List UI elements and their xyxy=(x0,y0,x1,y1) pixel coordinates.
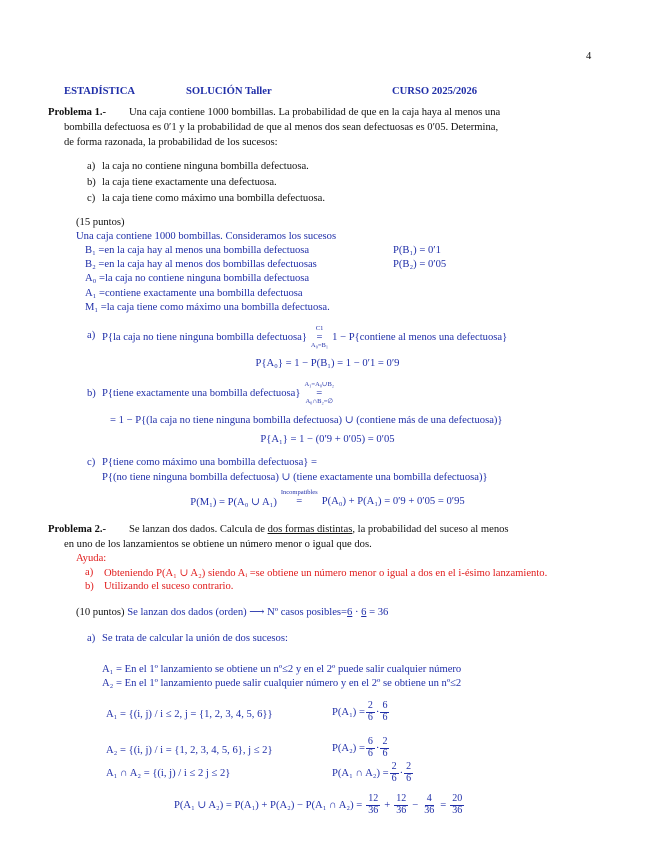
header-course: CURSO 2025/2026 xyxy=(392,86,478,97)
p1-part-c-line2: P{(no tiene ninguna bombilla defectuosa) ∪ (tiene exactamente una bombilla defectuosa)} xyxy=(102,472,488,483)
p1-part-a-line xyxy=(102,326,507,350)
cases-factor: 6 xyxy=(361,607,367,618)
problem1-item-marker: b) xyxy=(87,177,96,188)
event-b1-prob: P(B₁) = 0′1 xyxy=(393,245,441,256)
p1-part-a-result: P{A₀} = 1 − P(B₁) = 1 − 0′1 = 0′9 xyxy=(255,358,400,369)
problem2-statement-underlined: dos formas distintas xyxy=(267,524,353,535)
event-a0-def: A₀ =la caja no contiene ninguna bombilla defectuosa xyxy=(85,273,310,284)
set-a1: A₁ = {(i, j) / i ≤ 2, j = {1, 2, 3, 4, 5, 6}} xyxy=(106,709,273,720)
problem2-statement-b: , la probabilidad del suceso al menos xyxy=(352,524,509,535)
prob-a1-and-a2-label: P(A₁ ∩ A₂) = xyxy=(332,767,389,779)
p1-part-a-right: 1 − P{contiene al menos una defectuosa} xyxy=(332,332,508,344)
problem2-intro-line xyxy=(76,606,388,618)
event-a1-description: A₁ = En el 1º lanzamiento se obtiene un nº≤2 y en el 2º puede salir cualquier número xyxy=(102,664,462,675)
cases-text: Se lanzan dos dados (orden) ⟶ Nº casos posibles= xyxy=(127,607,348,618)
eq-annotation-top: A₁=A₀∪B₂ xyxy=(304,381,335,388)
header-solution: SOLUCIÓN Taller xyxy=(186,86,272,97)
eq-annotation-bottom: A₀∩B₂=∅ xyxy=(305,398,334,406)
help-item-b: Utilizando el suceso contrario. xyxy=(104,581,234,592)
problem1-statement-line2: bombilla defectuosa es 0′1 y la probabilidad de que al menos dos sean defectuosas es 0′05. Determina, xyxy=(64,122,499,133)
cases-dot: · xyxy=(352,607,362,618)
p1-part-c-line1: P{tiene como máximo una bombilla defectuosa} = xyxy=(102,457,318,468)
eq-annotation: A₁=A₀∪B₂ = A₀∩B₂=∅ xyxy=(304,381,335,406)
union-formula: P(A₁ ∪ A₂) = P(A₁) + P(A₂) − P(A₁ ∩ A₂) = xyxy=(174,800,363,811)
header-subject: ESTADÍSTICA xyxy=(64,86,136,97)
dot: · xyxy=(375,706,380,718)
event-m1-def: M₁ =la caja tiene como máximo una bombilla defectuosa. xyxy=(85,302,330,313)
equals-sign: = xyxy=(440,799,447,811)
fraction: $\frac{4}{36}$ xyxy=(424,793,435,816)
p1-part-a-marker: a) xyxy=(87,330,96,341)
event-a1-def: A₁ =contiene exactamente una bombilla defectuosa xyxy=(85,288,303,299)
plus-sign: + xyxy=(384,799,391,811)
prob-a1-label: P(A₁) = xyxy=(332,706,365,718)
union-probability-result xyxy=(174,794,465,816)
p1-part-c-result xyxy=(0,490,655,514)
p2-part-a-marker: a) xyxy=(87,633,96,644)
problem1-item-marker: c) xyxy=(87,193,96,204)
cases-total: = 36 xyxy=(366,607,389,618)
p1-part-b-line xyxy=(102,382,338,406)
event-b2-prob: P(B₂) = 0′05 xyxy=(393,259,447,270)
p1-part-a-left: P{la caja no tiene ninguna bombilla defectuosa} xyxy=(102,332,307,344)
p1-part-b-result: P{A₁} = 1 − (0′9 + 0′05) = 0′05 xyxy=(260,434,395,445)
dot: · xyxy=(399,767,404,779)
p1-part-b-marker: b) xyxy=(87,388,96,399)
help-label: Ayuda: xyxy=(76,553,107,564)
event-b2-def: B₂ =en la caja hay al menos dos bombillas defectuosas xyxy=(85,259,317,270)
eq-annotation-bottom: A₀=B₁ xyxy=(310,342,329,350)
help-item-a: Obteniendo P(A₁ ∪ A₂) siendo Aᵢ =se obtiene un número menor o igual a dos en el i-ésimo lanzamiento. xyxy=(104,568,548,579)
problem2-cases xyxy=(127,607,388,618)
fraction: $\frac{2}{6}$ xyxy=(382,736,388,759)
problem1-item-marker: a) xyxy=(87,161,96,172)
fraction: $\frac{2}{6}$ xyxy=(367,700,373,723)
eq-annotation-top: Incompatibles xyxy=(280,489,318,496)
event-a2-description: A₂ = En el 1º lanzamiento puede salir cualquier número y en el 2º se obtiene un nº≤2 xyxy=(102,678,462,689)
fraction: $\frac{12}{36}$ xyxy=(368,793,379,816)
p1-part-b-left: P{tiene exactamente una bombilla defectuosa} xyxy=(102,388,301,400)
cases-factor: 6 xyxy=(347,607,353,618)
problem1-statement-line1: Una caja contiene 1000 bombillas. La probabilidad de que en la caja haya al menos una xyxy=(129,107,501,118)
problem1-points: (15 puntos) xyxy=(76,217,125,228)
prob-a1-and-a2 xyxy=(332,762,414,784)
fraction: $\frac{6}{6}$ xyxy=(382,700,388,723)
eq-annotation: C1 = A₀=B₁ xyxy=(310,325,329,350)
fraction: $\frac{2}{6}$ xyxy=(406,761,412,784)
p1-part-b-line2: = 1 − P{(la caja no tiene ninguna bombilla defectuosa) ∪ (contiene más de una defectuosa)} xyxy=(110,415,503,426)
problem1-item-c: la caja tiene como máximo una bombilla defectuosa. xyxy=(102,193,325,204)
fraction: $\frac{12}{36}$ xyxy=(396,793,407,816)
eq-annotation-top: C1 xyxy=(315,325,324,332)
problem2-statement-line1 xyxy=(129,524,509,535)
set-a1-and-a2: A₁ ∩ A₂ = {(i, j) / i ≤ 2 j ≤ 2} xyxy=(106,768,231,779)
prob-a2 xyxy=(332,737,390,759)
minus-sign: − xyxy=(412,799,419,811)
problem2-statement-line2: en uno de los lanzamientos se obtiene un número menor o igual que dos. xyxy=(64,539,372,550)
problem1-label: Problema 1.- xyxy=(48,107,107,118)
fraction: $\frac{6}{6}$ xyxy=(367,736,373,759)
prob-a2-label: P(A₂) = xyxy=(332,742,365,754)
fraction: $\frac{20}{36}$ xyxy=(452,793,463,816)
event-b1-def: B₁ =en la caja hay al menos una bombilla defectuosa xyxy=(85,245,310,256)
p2-part-a-text: Se trata de calcular la unión de dos sucesos: xyxy=(102,633,288,644)
page-number: 4 xyxy=(586,51,592,62)
set-a2: A₂ = {(i, j) / i = {1, 2, 3, 4, 5, 6}, j ≤ 2} xyxy=(106,745,273,756)
p1-solution-intro: Una caja contiene 1000 bombillas. Consideramos los sucesos xyxy=(76,231,337,242)
problem2-points: (10 puntos) xyxy=(76,607,125,618)
fraction: $\frac{2}{6}$ xyxy=(391,761,397,784)
problem2-label: Problema 2.- xyxy=(48,524,107,535)
p1-part-c-marker: c) xyxy=(87,457,96,468)
prob-a1 xyxy=(332,701,390,723)
p1-part-c-result-left: P(M₁) = P(A₀ ∪ A₁) xyxy=(190,496,277,508)
problem2-statement-a: Se lanzan dos dados. Calcula de xyxy=(129,524,265,535)
eq-annotation: Incompatibles = xyxy=(280,489,318,507)
help-item-marker: a) xyxy=(85,567,94,578)
p1-part-c-result-right: P(A₀) + P(A₁) = 0′9 + 0′05 = 0′95 xyxy=(321,496,465,508)
help-item-marker: b) xyxy=(85,581,94,592)
problem1-statement-line3: de forma razonada, la probabilidad de los sucesos: xyxy=(64,137,278,148)
dot: · xyxy=(375,742,380,754)
problem1-item-b: la caja tiene exactamente una defectuosa. xyxy=(102,177,277,188)
problem1-item-a: la caja no contiene ninguna bombilla defectuosa. xyxy=(102,161,309,172)
